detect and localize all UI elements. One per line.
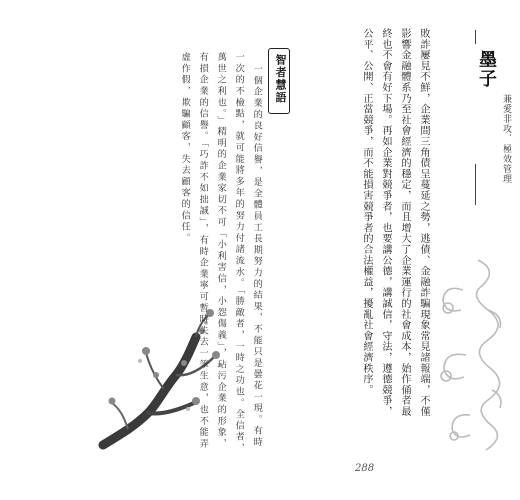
commentary-column: 虛作假，欺騙顧客，失去顧客的信任。 [179, 52, 191, 245]
main-text-column: 敗詐屢見不鮮，企業間三角債呈蔓延之勢，逃債、金融詐騙現象常見諸報端，不僅 [418, 28, 429, 417]
main-text-column: 終也不會有好下場。再如企業對競爭者，也要講公德，講誠信，守法，遵德競爭， [380, 28, 391, 417]
book-title: 墨子 [476, 50, 497, 88]
plum-blossom-illustration [98, 305, 228, 455]
page-number: 288 [355, 463, 375, 474]
main-text-column: 公平、公開、正當競爭，而不能損害競爭者的合法權益，擾亂社會經濟秩序。 [361, 28, 372, 396]
commentary-column: 一個企業的良好信譽，是全體員工長期努力的結果，不能只是曇花一現。有時 [251, 64, 263, 449]
commentary-label-text: 智者慧語 [274, 54, 287, 104]
commentary-column: 有損企業的信譽。「巧詐不如拙誠」，有時企業寧可暫時失去一筆生意，也不能弄 [197, 52, 209, 450]
commentary-column: 萬世之利也。」精明的企業家切不可「小利害信，小怨傷義」，玷污企業的形象， [215, 52, 227, 450]
book-subtitle: 兼愛非攻．極效管理 [501, 94, 511, 184]
commentary-label [268, 48, 290, 114]
main-text-column: 影響金融體系乃至社會經濟的穩定，而且增大了企業運行的社會成本，始作俑者最 [399, 28, 410, 417]
commentary-column: 一次的不檢點，就可能將多年的努力付諸流水。「勝敵者，一時之功也。全信者， [233, 52, 245, 455]
